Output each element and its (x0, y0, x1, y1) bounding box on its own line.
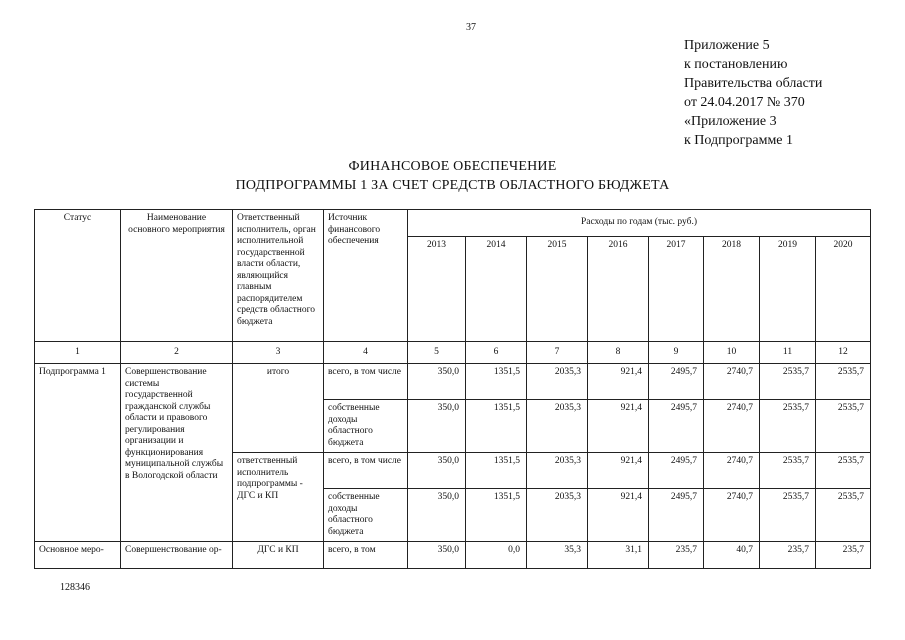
value-cell: 1351,5 (466, 489, 527, 542)
source-cell: всего, в том (324, 542, 408, 569)
table-header-row (35, 210, 871, 237)
column-number: 6 (466, 342, 527, 364)
value-cell: 2495,7 (649, 489, 704, 542)
value-cell: 2535,7 (760, 400, 816, 453)
budget-table (34, 209, 871, 569)
header-executor: Ответственный исполнитель, орган исполнительной государственной власти области, являющийся главным распорядителем средств областного бюджета (233, 210, 324, 342)
appendix-line: Приложение 5 (684, 38, 770, 53)
appendix-line: к постановлению (684, 57, 788, 72)
column-number: 2 (121, 342, 233, 364)
value-cell: 2535,7 (760, 364, 816, 400)
value-cell: 350,0 (408, 400, 466, 453)
value-cell: 2495,7 (649, 364, 704, 400)
column-number: 4 (324, 342, 408, 364)
column-number: 1 (35, 342, 121, 364)
document-title (0, 157, 905, 195)
value-cell: 2535,7 (816, 400, 871, 453)
year-header: 2013 (408, 237, 466, 342)
value-cell: 40,7 (704, 542, 760, 569)
value-cell: 2495,7 (649, 400, 704, 453)
column-number: 9 (649, 342, 704, 364)
year-header: 2020 (816, 237, 871, 342)
column-number: 3 (233, 342, 324, 364)
appendix-line: Правительства области (684, 76, 823, 91)
executor-cell: ответственный исполнитель подпрограммы - ДГС и КП (233, 453, 324, 542)
column-number: 10 (704, 342, 760, 364)
value-cell: 2495,7 (649, 453, 704, 489)
value-cell: 235,7 (760, 542, 816, 569)
value-cell: 921,4 (588, 400, 649, 453)
header-name: Наименование основного мероприятия (121, 210, 233, 342)
source-cell: всего, в том числе (324, 364, 408, 400)
value-cell: 350,0 (408, 453, 466, 489)
value-cell: 2535,7 (816, 364, 871, 400)
year-header: 2014 (466, 237, 527, 342)
table-row (35, 542, 871, 569)
appendix-line: от 24.04.2017 № 370 (684, 95, 805, 110)
page-number: 37 (466, 22, 476, 33)
year-header: 2019 (760, 237, 816, 342)
column-number: 12 (816, 342, 871, 364)
executor-cell: итого (233, 364, 324, 453)
column-number: 11 (760, 342, 816, 364)
source-cell: собственные доходы областного бюджета (324, 489, 408, 542)
value-cell: 350,0 (408, 364, 466, 400)
value-cell: 921,4 (588, 453, 649, 489)
value-cell: 921,4 (588, 364, 649, 400)
value-cell: 350,0 (408, 542, 466, 569)
appendix-line: к Подпрограмме 1 (684, 133, 794, 148)
column-number-row (35, 342, 871, 364)
value-cell: 35,3 (527, 542, 588, 569)
value-cell: 0,0 (466, 542, 527, 569)
source-cell: всего, в том числе (324, 453, 408, 489)
document-title-line-2: ПОДПРОГРАММЫ 1 ЗА СЧЕТ СРЕДСТВ ОБЛАСТНОГО БЮДЖЕТА (235, 178, 670, 193)
value-cell: 2740,7 (704, 453, 760, 489)
value-cell: 2035,3 (527, 453, 588, 489)
value-cell: 2740,7 (704, 489, 760, 542)
value-cell: 31,1 (588, 542, 649, 569)
source-cell: собственные доходы областного бюджета (324, 400, 408, 453)
value-cell: 2535,7 (816, 489, 871, 542)
status-cell: Подпрограмма 1 (35, 364, 121, 542)
document-title-line-1: ФИНАНСОВОЕ ОБЕСПЕЧЕНИЕ (348, 159, 557, 174)
value-cell: 235,7 (649, 542, 704, 569)
value-cell: 2035,3 (527, 400, 588, 453)
value-cell: 350,0 (408, 489, 466, 542)
value-cell: 2740,7 (704, 400, 760, 453)
value-cell: 1351,5 (466, 400, 527, 453)
value-cell: 1351,5 (466, 453, 527, 489)
value-cell: 2035,3 (527, 489, 588, 542)
header-source: Источник финансового обеспечения (324, 210, 408, 342)
value-cell: 2535,7 (760, 489, 816, 542)
header-status: Статус (35, 210, 121, 342)
value-cell: 2740,7 (704, 364, 760, 400)
executor-cell: ДГС и КП (233, 542, 324, 569)
header-expenses: Расходы по годам (тыс. руб.) (408, 210, 871, 237)
value-cell: 2535,7 (760, 453, 816, 489)
year-header: 2018 (704, 237, 760, 342)
status-cell: Основное меро- (35, 542, 121, 569)
column-number: 7 (527, 342, 588, 364)
column-number: 5 (408, 342, 466, 364)
value-cell: 235,7 (816, 542, 871, 569)
year-header: 2017 (649, 237, 704, 342)
appendix-reference (684, 36, 822, 150)
value-cell: 2535,7 (816, 453, 871, 489)
column-number: 8 (588, 342, 649, 364)
value-cell: 2035,3 (527, 364, 588, 400)
year-header: 2015 (527, 237, 588, 342)
year-header: 2016 (588, 237, 649, 342)
value-cell: 921,4 (588, 489, 649, 542)
activity-name-cell: Совершенствование ор- (121, 542, 233, 569)
activity-name-cell: Совершенствование системы государственной гражданской службы области и правового регулирования организации и функционирования муниципальной службы в Вологодской области (121, 364, 233, 542)
value-cell: 1351,5 (466, 364, 527, 400)
table-row (35, 364, 871, 400)
document-code: 128346 (60, 582, 90, 593)
appendix-line: «Приложение 3 (684, 114, 777, 129)
